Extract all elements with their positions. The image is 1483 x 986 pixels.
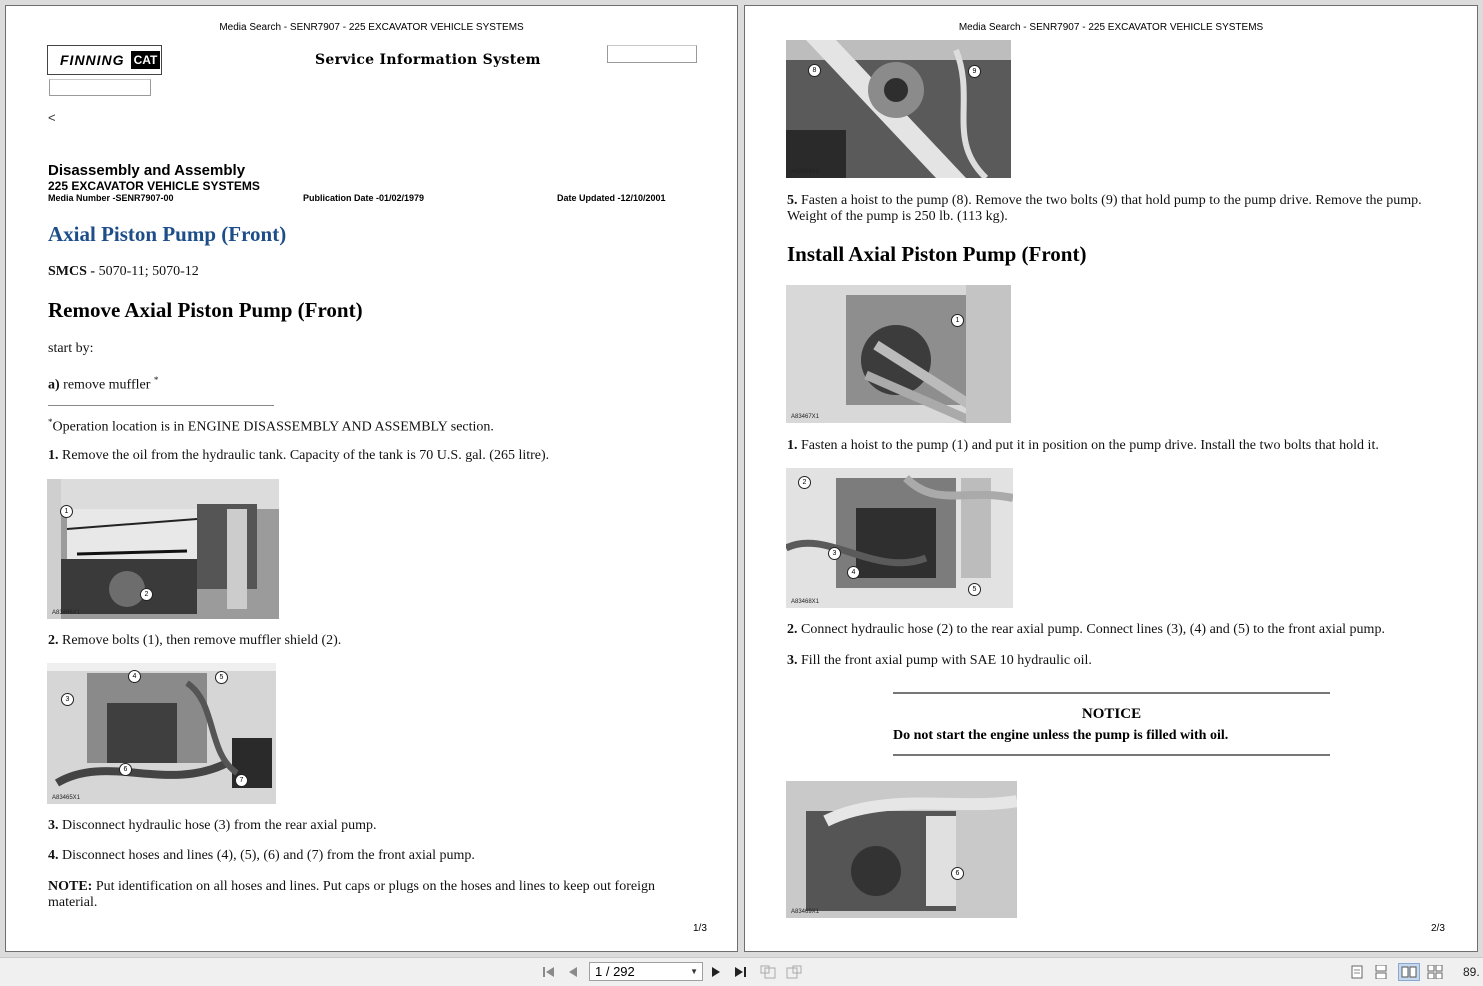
photo-id: A83465X1 (52, 795, 81, 801)
step-text: Fasten a hoist to the pump (1) and put it in position on the pump drive. Install the two bolts that hold it. (801, 438, 1379, 453)
document-page-2 (744, 5, 1478, 952)
viewer-toolbar (0, 957, 1483, 986)
callout-2: 2 (140, 588, 153, 601)
remove-step-5 (787, 193, 1427, 225)
step-number: 2. (787, 622, 798, 637)
two-page-view-icon[interactable] (1398, 963, 1420, 981)
doc-subject: 225 EXCAVATOR VEHICLE SYSTEMS (48, 179, 260, 193)
install-section-heading: Install Axial Piston Pump (Front) (787, 242, 1087, 266)
footnote-text: Operation location is in ENGINE DISASSEMBLY AND ASSEMBLY section. (52, 419, 494, 435)
step-text: Connect hydraulic hose (2) to the rear axial pump. Connect lines (3), (4) and (5) to the front axial pump. (801, 622, 1385, 637)
notice-bottom-rule (893, 754, 1330, 756)
photo-id: A83468X1 (791, 599, 820, 605)
smcs-label: SMCS - (48, 264, 96, 279)
next-page-icon[interactable] (709, 963, 723, 981)
photo-muffler-shield-graphic (47, 479, 279, 619)
step-text: Disconnect hoses and lines (4), (5), (6) and (7) from the front axial pump. (62, 848, 475, 863)
remove-step-1 (48, 448, 549, 464)
callout-5: 5 (968, 583, 981, 596)
photo-pump-install-graphic (786, 285, 1011, 423)
prev-page-icon[interactable] (566, 963, 580, 981)
finning-cat-logo (47, 45, 162, 75)
page-number-label: 2/3 (1431, 923, 1445, 934)
finning-logo-text: FINNING (60, 52, 125, 68)
document-page-1 (5, 5, 738, 952)
two-page-continuous-view-icon[interactable] (1426, 963, 1444, 981)
note-paragraph (48, 879, 698, 911)
last-page-icon[interactable] (733, 963, 749, 981)
step-number: 4. (48, 848, 59, 863)
footnote (48, 417, 494, 436)
step-text: Disconnect hydraulic hose (3) from the rear axial pump. (62, 818, 377, 833)
step-number: 1. (787, 438, 798, 453)
footnote-mark: * (48, 417, 53, 427)
rotate-left-icon[interactable] (759, 963, 777, 981)
step-number: 5. (787, 193, 798, 208)
note-text: Put identification on all hoses and lines. Put caps or plugs on the hoses and lines to keep out foreign material. (48, 879, 655, 910)
page-title: Axial Piston Pump (Front) (48, 222, 287, 246)
photo-hoses-lines (47, 663, 276, 804)
photo-pump-filling-graphic (786, 781, 1017, 918)
photo-pump-hoist-graphic (786, 40, 1011, 178)
photo-pump-filling (786, 781, 1017, 918)
continuous-view-icon[interactable] (1373, 963, 1389, 981)
smcs-line (48, 264, 199, 280)
install-step-3 (787, 653, 1092, 669)
step-number: 3. (787, 653, 798, 668)
page-number-field[interactable] (589, 962, 703, 981)
callout-2: 2 (798, 476, 811, 489)
footnote-marker: * (153, 375, 159, 385)
callout-8: 8 (808, 64, 821, 77)
photo-muffler-shield (47, 479, 279, 619)
notice-top-rule (893, 692, 1330, 694)
step-a-text: remove muffler (63, 377, 151, 393)
callout-5: 5 (215, 671, 228, 684)
notice-text: Do not start the engine unless the pump is filled with oil. (893, 728, 1229, 743)
photo-id: A83466X1 (52, 610, 81, 616)
dropdown-arrow-icon[interactable]: ▼ (690, 967, 698, 976)
footnote-divider (48, 405, 274, 406)
sis-title: Service Information System (315, 52, 541, 68)
callout-1: 1 (60, 505, 73, 518)
page-header: Media Search - SENR7907 - 225 EXCAVATOR VEHICLE SYSTEMS (219, 22, 524, 33)
first-page-icon[interactable] (541, 963, 557, 981)
smcs-value: 5070-11; 5070-12 (98, 264, 199, 279)
callout-9: 9 (968, 65, 981, 78)
step-text: Remove the oil from the hydraulic tank. Capacity of the tank is 70 U.S. gal. (265 litre). (62, 448, 550, 463)
notice-title: NOTICE (1081, 706, 1142, 722)
step-text: Fill the front axial pump with SAE 10 hydraulic oil. (801, 653, 1092, 668)
photo-id: A83469X1 (791, 909, 820, 915)
callout-1: 1 (951, 314, 964, 327)
page-number-label: 1/3 (693, 923, 707, 934)
page-number-value: 1 / 292 (595, 964, 635, 979)
rotate-right-icon[interactable] (785, 963, 803, 981)
callout-6: 6 (119, 763, 132, 776)
prereq-step-a (48, 375, 158, 394)
remove-section-heading: Remove Axial Piston Pump (Front) (48, 298, 363, 322)
page-header: Media Search - SENR7907 - 225 EXCAVATOR VEHICLE SYSTEMS (958, 22, 1264, 33)
callout-4: 4 (847, 566, 860, 579)
step-number: 2. (48, 633, 59, 648)
remove-step-2 (48, 633, 341, 649)
photo-id: A83467X1 (791, 414, 820, 420)
install-step-2 (787, 622, 1385, 638)
step-a-label: a) (48, 377, 60, 393)
note-label: NOTE: (48, 879, 93, 894)
photo-pump-install (786, 285, 1011, 423)
step-text: Remove bolts (1), then remove muffler shield (2). (62, 633, 342, 648)
publication-date: Publication Date -01/02/1979 (303, 193, 425, 203)
callout-6: 6 (951, 867, 964, 880)
step-text: Fasten a hoist to the pump (8). Remove the two bolts (9) that hold pump to the pump drive. Remove the pump. Weight of the pump is 250 lb. (113 kg). (787, 193, 1422, 224)
callout-7: 7 (235, 774, 248, 787)
step-number: 3. (48, 818, 59, 833)
cat-logo-text: CAT (131, 51, 161, 69)
doc-type: Disassembly and Assembly (48, 162, 246, 179)
form-field-top-right[interactable] (607, 45, 697, 63)
step-number: 1. (48, 448, 59, 463)
callout-4: 4 (128, 670, 141, 683)
remove-step-4 (48, 848, 475, 864)
zoom-level[interactable]: 89. (1463, 965, 1480, 979)
photo-pump-hoist (786, 40, 1011, 178)
back-arrow-icon[interactable]: < (48, 110, 56, 125)
form-field-under-logo[interactable] (49, 79, 151, 96)
single-page-view-icon[interactable] (1349, 963, 1365, 981)
callout-3: 3 (828, 547, 841, 560)
start-by-label: start by: (48, 341, 94, 356)
remove-step-3 (48, 818, 377, 834)
photo-hydraulic-connections (786, 468, 1013, 608)
install-step-1 (787, 438, 1379, 454)
date-updated: Date Updated -12/10/2001 (557, 193, 666, 203)
media-number: Media Number -SENR7907-00 (48, 193, 174, 203)
callout-3: 3 (61, 693, 74, 706)
photo-id: A83466X1 (791, 169, 820, 175)
